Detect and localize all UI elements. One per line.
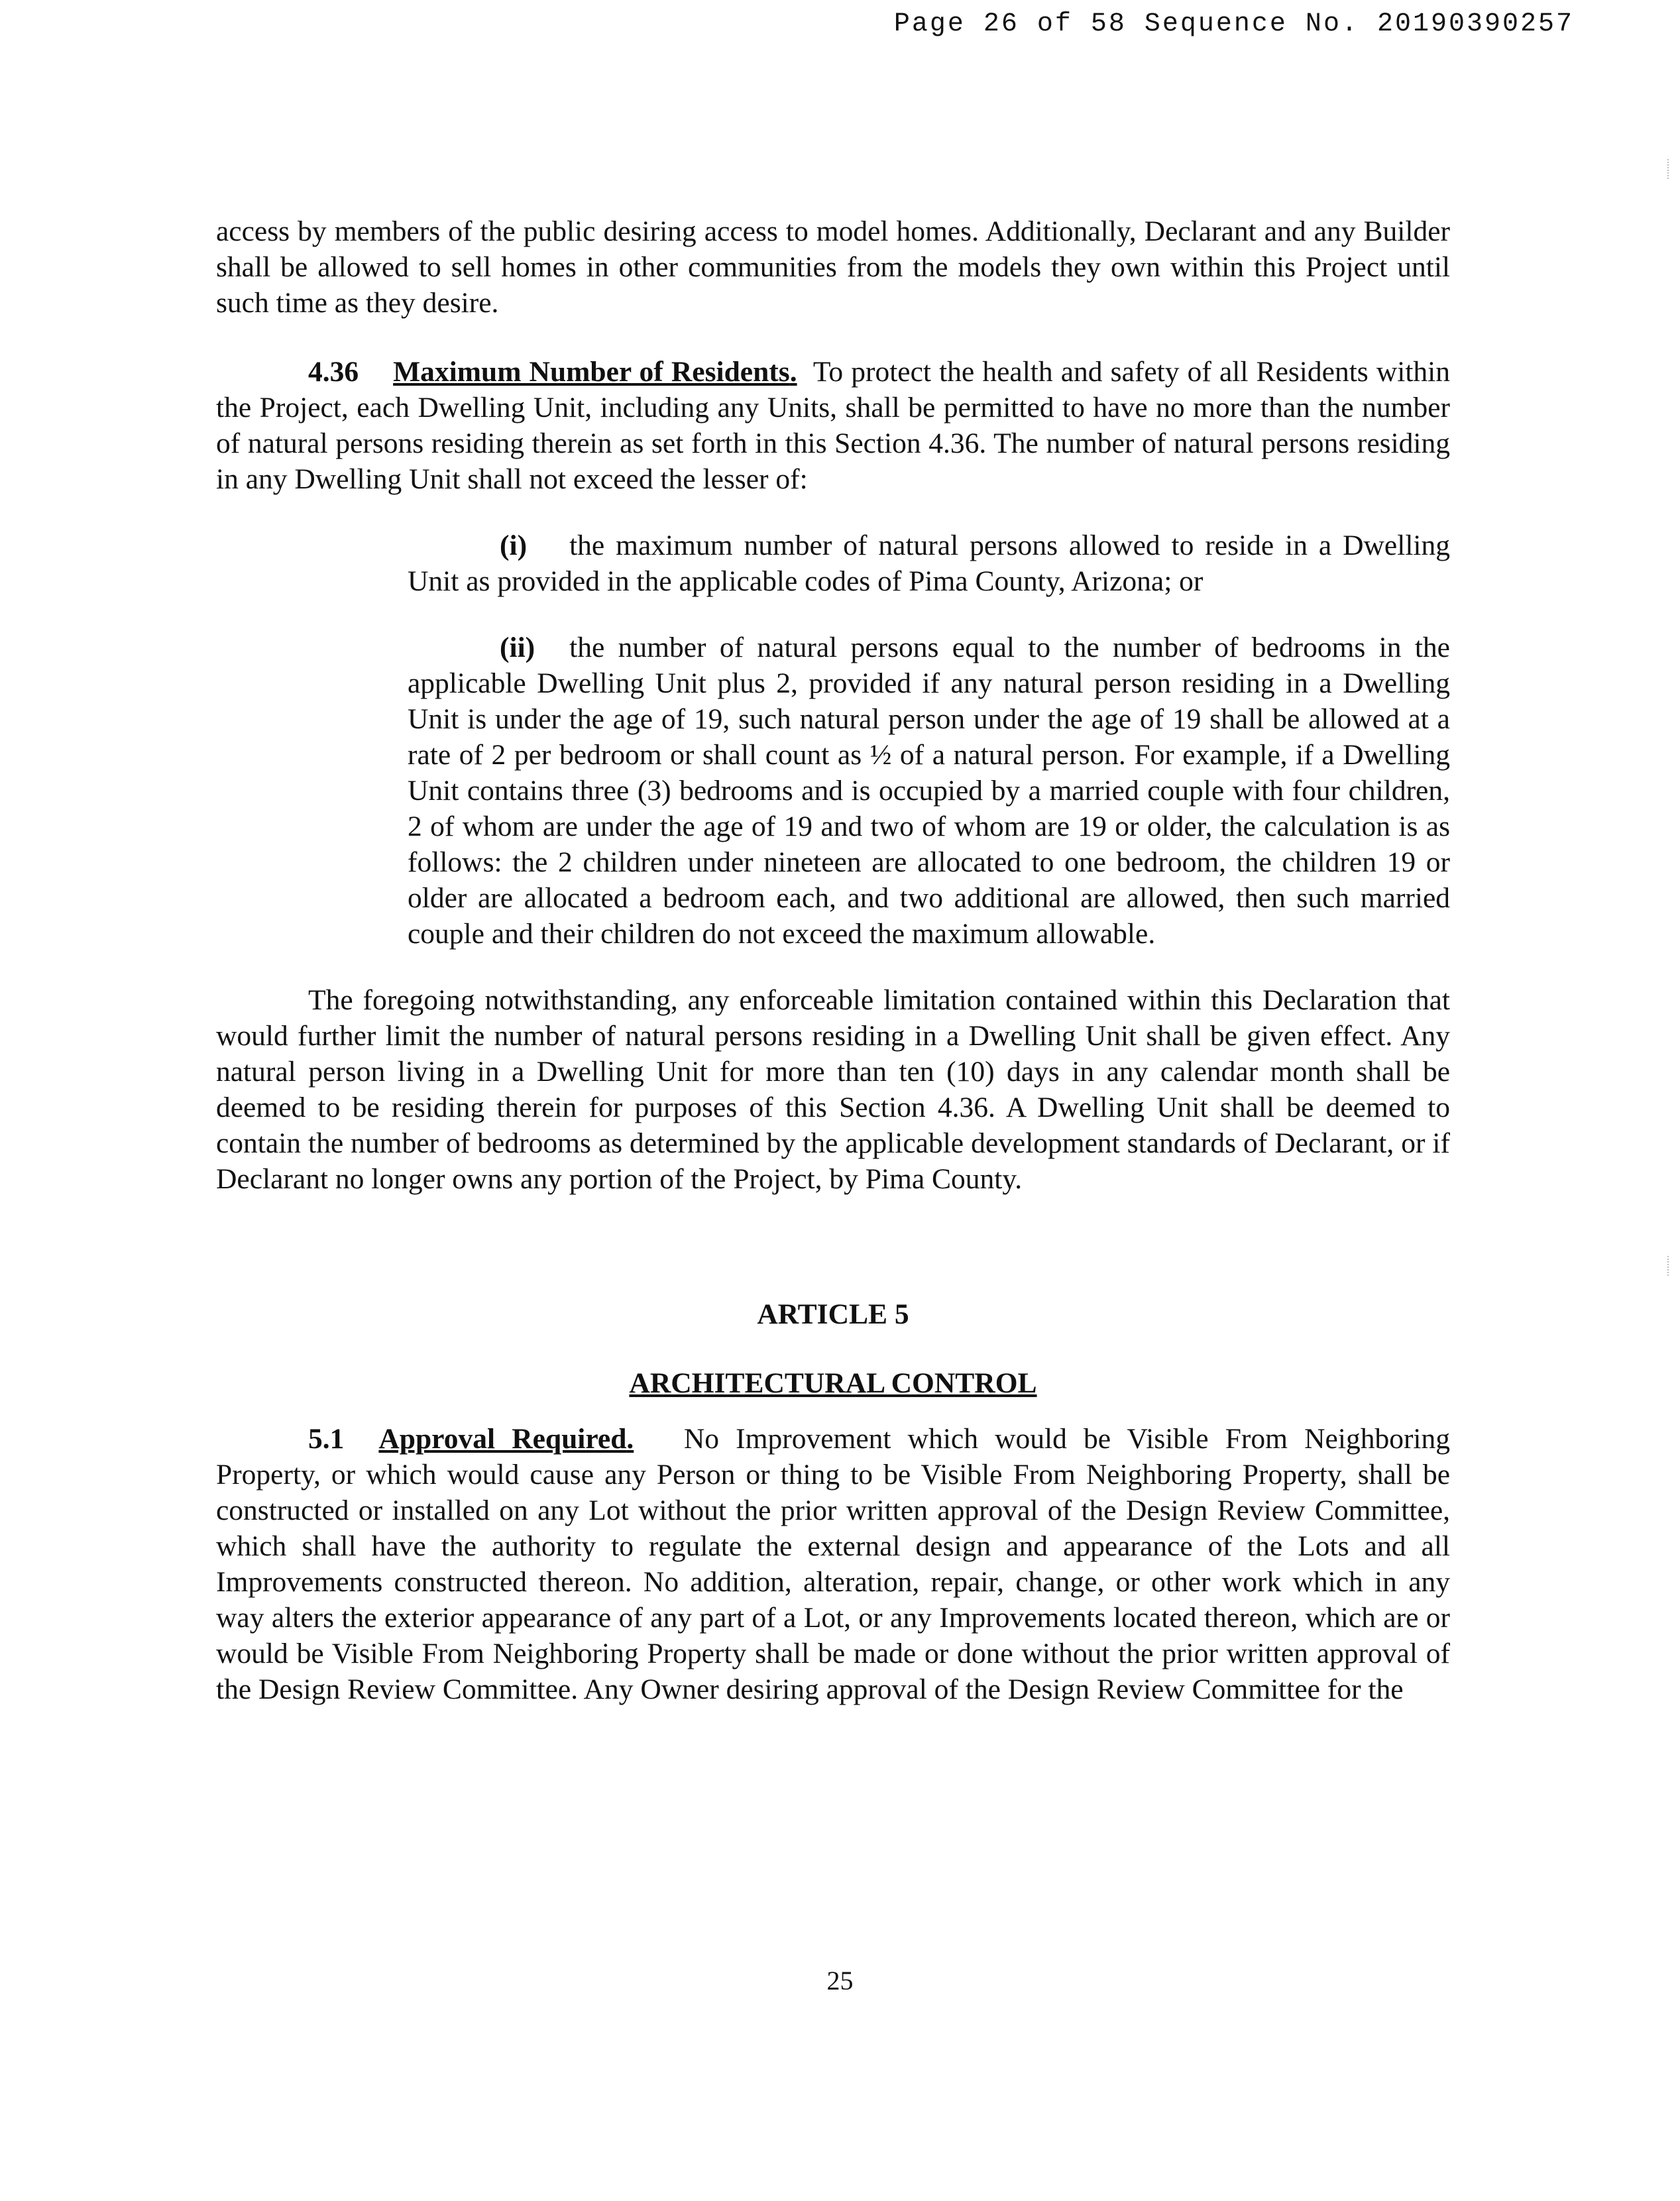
section-number: 5.1 <box>308 1423 345 1455</box>
section-text: To protect the health and safety of all Residents within the Project, each Dwelling Unit, including any Units, shall be permitted to have no more than the number of natural persons residing therein as set forth in this Section 4.36. The number of natural persons residing in any Dwelling Unit shall not exceed the lesser of: <box>216 356 1450 495</box>
item-label: (ii) <box>500 632 535 663</box>
article-title: ARCHITECTURAL CONTROL <box>629 1367 1037 1399</box>
section-text: No Improvement which would be Visible From Neighboring Property, or which would cause any Person or thing to be Visible From Neighboring Property, shall be constructed or installed on any Lot without the prior written approval of the Design Review Committee, which shall have the authority to regulate the external design and appearance of the Lots and all Improvements constructed thereon. No addition, alteration, repair, change, or other work which in any way alters the exterior appearance of any part of a Lot, or any Improvements located thereon, which are or would be Visible From Neighboring Property shall be made or done without the prior written approval of the Design Review Committee. Any Owner desiring approval of the Design Review Committee for the <box>216 1423 1451 1705</box>
section-5-1: 5.1 Approval Required. No Improvement which would be Visible From Neighboring Property, or which would cause any Person or thing to be Visible From Neighboring Property, shall be constructed or installed on any Lot without the prior written approval of the Design Review Committee, which shall have the authority to regulate the external design and appearance of the Lots and all Improvements constructed thereon. No addition, alteration, repair, change, or other work which in any way alters the exterior appearance of any part of a Lot, or any Improvements located thereon, which are or would be Visible From Neighboring Property shall be made or done without the prior written approval of the Design Review Committee. Any Owner desiring approval of the Design Review Committee for the <box>216 1423 1451 1705</box>
section-title: Approval Required <box>378 1423 627 1455</box>
intro-paragraph: access by members of the public desiring access to model homes. Additionally, Declarant and any Builder shall be allowed to sell homes in other communities from the models they own within this Project until such time as they desire. <box>216 215 1450 319</box>
item-text: the maximum number of natural persons allowed to reside in a Dwelling Unit as provided in the applicable codes of Pima County, Arizona; or <box>408 530 1450 597</box>
item-text: the number of natural persons equal to the number of bedrooms in the applicable Dwelling Unit plus 2, provided if any natural person residing in a Dwelling Unit is under the age of 19, such natural person under the age of 19 shall be allowed at a rate of 2 per bedroom or shall count as ½ of a natural person. For example, if a Dwelling Unit contains three (3) bedrooms and is occupied by a married couple with four children, 2 of whom are under the age of 19 and two of whom are 19 or older, the calculation is as follows: the 2 children under nineteen are allocated to one bedroom, the children 19 or older are allocated a bedroom each, and two additional are allowed, then such married couple and their children do not exceed the maximum allowable. <box>408 632 1450 950</box>
list-item-i <box>408 528 1450 599</box>
document-body <box>216 213 1450 1707</box>
item-label: (i) <box>500 530 528 561</box>
page-number: 25 <box>826 1966 854 1996</box>
section-title: Maximum Number of Residents <box>393 356 790 388</box>
margin-mark <box>1667 1256 1671 1276</box>
list-item-ii <box>408 630 1450 952</box>
article-label: ARTICLE 5 <box>757 1298 909 1330</box>
page-header-stamp: Page 26 of 58 Sequence No. 20190390257 <box>893 9 1574 39</box>
foregoing-paragraph: The foregoing notwithstanding, any enforceable limitation contained within this Declaration that would further limit the number of natural persons residing in a Dwelling Unit shall be given effect. Any natural person living in a Dwelling Unit for more than ten (10) days in any calendar month shall be deemed to be residing therein for purposes of this Section 4.36. A Dwelling Unit shall be deemed to contain the number of bedrooms as determined by the applicable development standards of Declarant, or if Declarant no longer owns any portion of the Project, by Pima County. <box>216 984 1450 1195</box>
section-number: 4.36 <box>308 356 359 388</box>
section-4-36: 4.36 Maximum Number of Residents. To protect the health and safety of all Residents within the Project, each Dwelling Unit, including any Units, shall be permitted to have no more than the number of natural persons residing therein as set forth in this Section 4.36. The number of natural persons residing in any Dwelling Unit shall not exceed the lesser of: <box>216 356 1450 495</box>
margin-mark <box>1667 159 1671 179</box>
